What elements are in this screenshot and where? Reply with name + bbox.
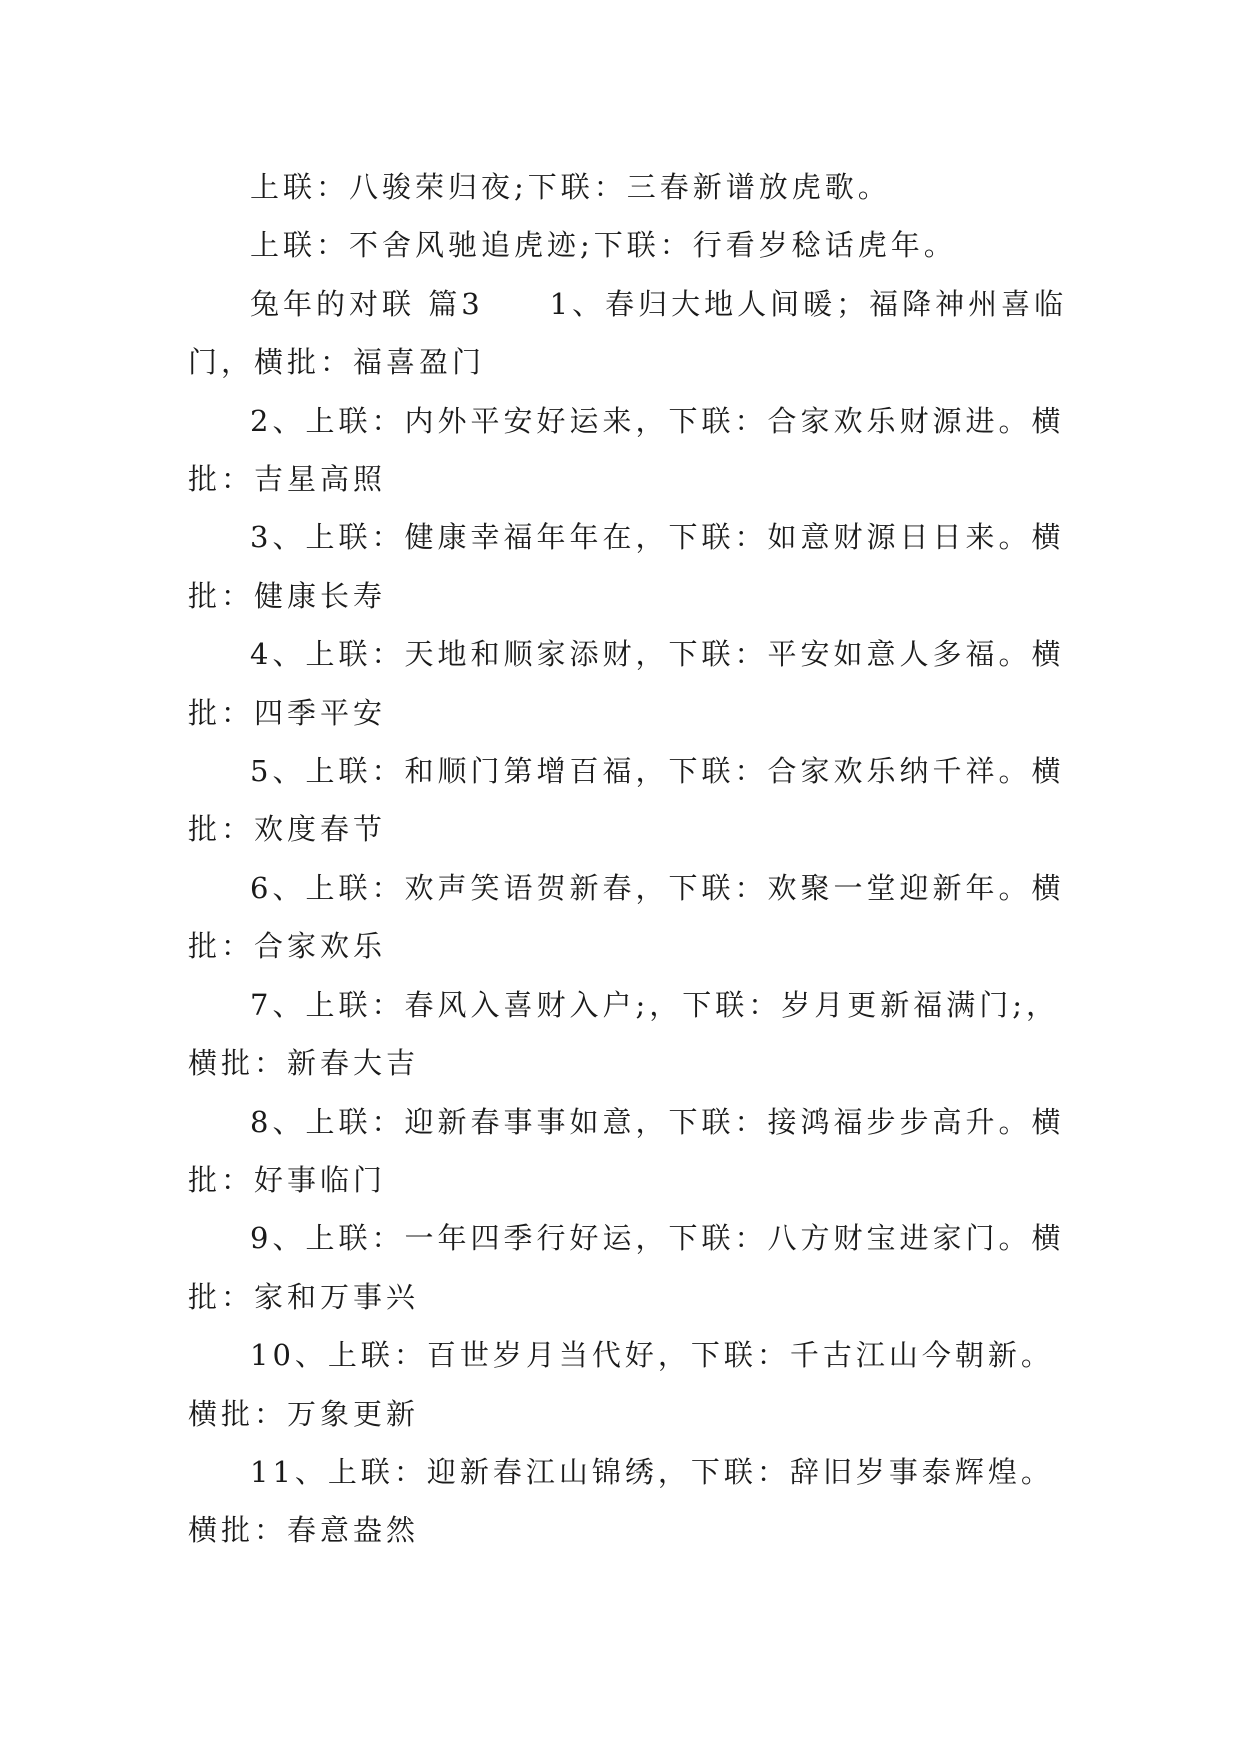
paragraph: 8、上联：迎新春事事如意，下联：接鸿福步步高升。横批：好事临门 xyxy=(188,1104,1065,1197)
paragraph: 10、上联：百世岁月当代好，下联：千古江山今朝新。横批：万象更新 xyxy=(188,1338,1054,1431)
paragraph: 7、上联：春风入喜财入户;，下联：岁月更新福满门;，横批：新春大吉 xyxy=(188,987,1059,1081)
paragraph: 5、上联：和顺门第增百福，下联：合家欢乐纳千祥。横批：欢度春节 xyxy=(188,754,1065,847)
paragraph: 6、上联：欢声笑语贺新春，下联：欢聚一堂迎新年。横批：合家欢乐 xyxy=(188,870,1065,964)
paragraph: 上联：八骏荣归夜;下联：三春新谱放虎歌。 xyxy=(250,170,891,204)
paragraph: 2、上联：内外平安好运来，下联：合家欢乐财源进。横批：吉星高照 xyxy=(188,403,1065,497)
document-body xyxy=(188,158,1068,1560)
paragraph: 4、上联：天地和顺家添财，下联：平安如意人多福。横批：四季平安 xyxy=(188,637,1065,730)
paragraph: 兔年的对联 篇3 1、春归大地人间暖；福降神州喜临门，横批：福喜盈门 xyxy=(188,286,1068,380)
paragraph: 3、上联：健康幸福年年在，下联：如意财源日日来。横批：健康长寿 xyxy=(188,520,1065,613)
paragraph: 11、上联：迎新春江山锦绣，下联：辞旧岁事泰辉煌。横批：春意盎然 xyxy=(188,1454,1054,1548)
paragraph: 9、上联：一年四季行好运，下联：八方财宝进家门。横批：家和万事兴 xyxy=(188,1221,1065,1314)
paragraph: 上联：不舍风驰追虎迹;下联：行看岁稔话虎年。 xyxy=(250,228,957,263)
